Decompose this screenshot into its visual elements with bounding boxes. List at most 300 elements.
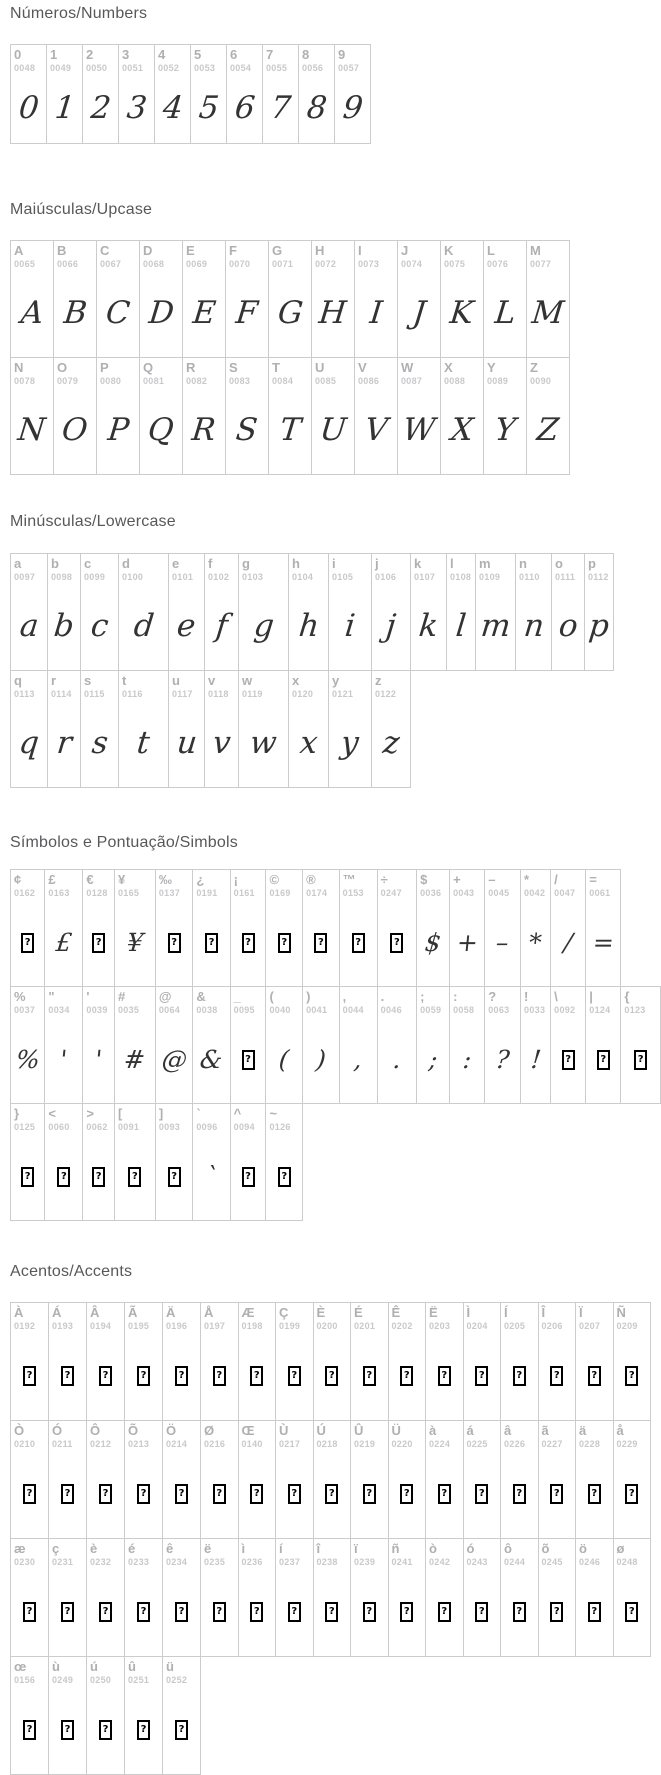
char-cell xyxy=(377,870,416,987)
char-label: ; xyxy=(420,989,425,1004)
char-code: 0198 xyxy=(241,1321,263,1331)
char-code: 0236 xyxy=(241,1557,263,1567)
char-label: I xyxy=(358,243,362,258)
missing-glyph-box: ? xyxy=(400,1484,413,1504)
char-label: ¥ xyxy=(117,872,126,887)
char-cell xyxy=(87,1303,125,1421)
char-code: 0228 xyxy=(579,1439,601,1449)
char-code: 0200 xyxy=(316,1321,338,1331)
char-label: c xyxy=(84,556,92,571)
char-code: 0193 xyxy=(52,1321,74,1331)
missing-glyph-box: ? xyxy=(175,1602,188,1622)
char-code: 0086 xyxy=(358,376,380,386)
char-label: B xyxy=(57,243,67,258)
char-label: 0 xyxy=(14,47,22,62)
char-code: 0070 xyxy=(229,259,251,269)
char-code: 0210 xyxy=(14,1439,36,1449)
char-label: Å xyxy=(204,1305,214,1320)
char-code: 0110 xyxy=(519,572,540,582)
char-code: 0065 xyxy=(14,259,36,269)
char-cell xyxy=(155,870,193,987)
char-glyph: 7 xyxy=(268,90,293,126)
char-label: ú xyxy=(90,1659,98,1674)
char-label: D xyxy=(143,243,153,258)
char-cell xyxy=(119,554,169,671)
char-code: 0248 xyxy=(616,1557,638,1567)
char-cell xyxy=(191,45,227,144)
char-cell xyxy=(303,987,340,1104)
char-glyph: t xyxy=(135,725,152,761)
charmap-table xyxy=(10,1302,651,1775)
char-cell xyxy=(269,358,312,475)
char-glyph: G xyxy=(275,295,305,331)
char-cell xyxy=(351,1421,389,1539)
char-cell xyxy=(538,1539,576,1657)
char-label: i xyxy=(332,556,336,571)
char-code: 0225 xyxy=(466,1439,488,1449)
char-code: 0075 xyxy=(444,259,466,269)
char-label: ^ xyxy=(233,1106,242,1121)
char-code: 0082 xyxy=(186,376,208,386)
missing-glyph-box: ? xyxy=(475,1484,488,1504)
char-label: Æ xyxy=(241,1305,255,1320)
char-cell xyxy=(463,1539,501,1657)
char-label: å xyxy=(616,1423,624,1438)
char-code: 0128 xyxy=(86,888,108,898)
char-cell xyxy=(289,671,329,788)
char-cell xyxy=(613,1539,651,1657)
char-label: / xyxy=(554,872,558,887)
char-glyph: X xyxy=(449,412,475,448)
char-cell xyxy=(476,554,516,671)
char-code: 0059 xyxy=(420,1005,442,1015)
missing-glyph-box: ? xyxy=(438,1484,451,1504)
missing-glyph-box: ? xyxy=(250,1602,263,1622)
char-cell xyxy=(119,671,169,788)
char-glyph: v xyxy=(210,725,233,761)
char-label: ¡ xyxy=(233,872,238,887)
char-code: 0209 xyxy=(616,1321,638,1331)
char-label: a xyxy=(14,556,22,571)
char-cell xyxy=(11,987,45,1104)
char-code: 0089 xyxy=(487,376,509,386)
section-title: Acentos/Accents xyxy=(10,1263,133,1280)
char-label: P xyxy=(100,360,109,375)
char-cell xyxy=(11,671,48,788)
missing-glyph-box: ? xyxy=(562,1050,575,1070)
missing-glyph-box: ? xyxy=(438,1602,451,1622)
char-code: 0112 xyxy=(588,572,609,582)
char-cell xyxy=(239,671,289,788)
char-code: 0100 xyxy=(122,572,144,582)
char-glyph: o xyxy=(556,608,580,644)
char-glyph: ( xyxy=(277,1045,291,1074)
missing-glyph-box: ? xyxy=(21,933,34,953)
missing-glyph-box: ? xyxy=(23,1602,36,1622)
missing-glyph-box: ? xyxy=(588,1484,601,1504)
char-label: Ò xyxy=(14,1423,25,1438)
char-label: Ä xyxy=(166,1305,176,1320)
char-glyph: h xyxy=(296,608,321,644)
char-code: 0161 xyxy=(233,888,255,898)
char-code: 0067 xyxy=(100,259,122,269)
missing-glyph-box: ? xyxy=(23,1484,36,1504)
char-label: S xyxy=(229,360,238,375)
missing-glyph-box: ? xyxy=(550,1484,563,1504)
char-label: 9 xyxy=(338,47,346,62)
char-code: 0084 xyxy=(272,376,294,386)
char-cell xyxy=(339,987,377,1104)
char-cell xyxy=(576,1539,614,1657)
missing-glyph-box: ? xyxy=(242,1050,255,1070)
char-cell xyxy=(83,987,115,1104)
char-cell xyxy=(155,1104,193,1221)
missing-glyph-box: ? xyxy=(213,1366,226,1386)
char-glyph: q xyxy=(17,725,41,761)
char-glyph: 2 xyxy=(88,90,113,126)
missing-glyph-box: ? xyxy=(288,1602,301,1622)
char-cell xyxy=(97,358,140,475)
char-label: à xyxy=(429,1423,437,1438)
char-label: À xyxy=(14,1305,24,1320)
missing-glyph-box: ? xyxy=(513,1602,526,1622)
char-code: 0080 xyxy=(100,376,122,386)
char-glyph: S xyxy=(234,412,260,448)
char-code: 0165 xyxy=(117,888,140,898)
char-cell xyxy=(87,1421,125,1539)
char-code: 0137 xyxy=(158,888,181,898)
char-glyph: 5 xyxy=(196,90,221,126)
charmap-row xyxy=(11,45,371,144)
missing-glyph-box: ? xyxy=(61,1720,74,1740)
char-cell xyxy=(276,1303,314,1421)
char-code: 0066 xyxy=(57,259,79,269)
char-label: e xyxy=(172,556,180,571)
char-label: & xyxy=(196,989,206,1004)
char-label: G xyxy=(272,243,283,258)
char-cell xyxy=(576,1421,614,1539)
char-code: 0109 xyxy=(479,572,501,582)
char-label: L xyxy=(487,243,495,258)
char-glyph: = xyxy=(591,928,616,957)
char-label: T xyxy=(272,360,280,375)
char-cell xyxy=(114,987,155,1104)
char-label: = xyxy=(589,872,597,887)
char-cell xyxy=(11,1657,49,1775)
missing-glyph-box: ? xyxy=(400,1366,413,1386)
char-code: 0096 xyxy=(196,1122,218,1132)
char-code: 0034 xyxy=(48,1005,70,1015)
char-label: O xyxy=(57,360,68,375)
char-cell xyxy=(163,1539,201,1657)
char-code: 0241 xyxy=(391,1557,413,1567)
missing-glyph-box: ? xyxy=(278,1167,291,1187)
missing-glyph-box: ? xyxy=(205,933,218,953)
char-label: 1 xyxy=(50,47,58,62)
char-cell xyxy=(45,987,83,1104)
missing-glyph-box: ? xyxy=(137,1720,150,1740)
char-cell xyxy=(447,554,476,671)
char-cell xyxy=(313,1421,351,1539)
char-label: Ê xyxy=(391,1305,401,1320)
missing-glyph-box: ? xyxy=(634,1050,647,1070)
char-label: Ì xyxy=(466,1305,471,1320)
char-glyph: ' xyxy=(58,1045,69,1074)
char-code: 0251 xyxy=(128,1675,150,1685)
char-code: 0169 xyxy=(269,888,291,898)
char-cell xyxy=(87,1539,125,1657)
char-label: Ô xyxy=(90,1423,101,1438)
char-code: 0038 xyxy=(196,1005,218,1015)
char-label: m xyxy=(479,556,491,571)
char-glyph: 9 xyxy=(340,90,365,126)
char-label: Ã xyxy=(128,1305,138,1320)
missing-glyph-box: ? xyxy=(363,1484,376,1504)
char-label: M xyxy=(530,243,541,258)
char-code: 0163 xyxy=(48,888,70,898)
char-label: $ xyxy=(420,872,428,887)
char-label: s xyxy=(84,673,92,688)
missing-glyph-box: ? xyxy=(314,933,327,953)
charmap-row xyxy=(11,1421,651,1539)
missing-glyph-box: ? xyxy=(588,1366,601,1386)
char-cell xyxy=(289,554,329,671)
char-cell xyxy=(205,554,239,671)
char-code: 0052 xyxy=(158,63,180,73)
char-code: 0051 xyxy=(122,63,144,73)
char-code: 0108 xyxy=(450,572,472,582)
char-label: R xyxy=(186,360,196,375)
char-code: 0243 xyxy=(466,1557,488,1567)
char-code: 0071 xyxy=(272,259,294,269)
char-code: 0074 xyxy=(401,259,423,269)
char-code: 0056 xyxy=(302,63,324,73)
char-code: 0219 xyxy=(354,1439,376,1449)
char-glyph: u xyxy=(174,725,199,761)
char-code: 0233 xyxy=(128,1557,150,1567)
char-glyph: + xyxy=(455,928,480,957)
char-cell xyxy=(193,1104,230,1221)
char-label: 3 xyxy=(122,47,130,62)
char-label: Ö xyxy=(166,1423,177,1438)
char-label: ÷ xyxy=(380,872,388,887)
char-code: 0191 xyxy=(196,888,218,898)
missing-glyph-box: ? xyxy=(137,1602,150,1622)
char-label: £ xyxy=(48,872,56,887)
char-label: Ñ xyxy=(616,1305,626,1320)
char-glyph: k xyxy=(417,608,440,644)
char-cell xyxy=(163,1657,201,1775)
char-label: b xyxy=(51,556,59,571)
char-label: 5 xyxy=(194,47,202,62)
missing-glyph-box: ? xyxy=(352,933,365,953)
missing-glyph-box: ? xyxy=(175,1484,188,1504)
char-label: © xyxy=(269,872,280,887)
char-code: 0196 xyxy=(166,1321,188,1331)
char-cell xyxy=(163,1421,201,1539)
char-cell xyxy=(269,241,312,358)
missing-glyph-box: ? xyxy=(99,1484,112,1504)
char-label: d xyxy=(122,556,130,571)
char-glyph: U xyxy=(318,412,349,448)
char-cell xyxy=(11,1303,49,1421)
char-label: œ xyxy=(14,1659,27,1674)
char-glyph: d xyxy=(131,608,156,644)
char-code: 0115 xyxy=(84,689,105,699)
char-glyph: * xyxy=(527,928,544,957)
missing-glyph-box: ? xyxy=(288,1366,301,1386)
char-code: 0249 xyxy=(52,1675,74,1685)
char-code: 0076 xyxy=(487,259,509,269)
missing-glyph-box: ? xyxy=(625,1602,638,1622)
char-label: æ xyxy=(14,1541,26,1556)
char-label: û xyxy=(128,1659,136,1674)
char-glyph: Z xyxy=(535,412,561,448)
char-cell xyxy=(426,1539,464,1657)
char-glyph: R xyxy=(190,412,218,448)
char-label: + xyxy=(453,872,461,887)
char-label: u xyxy=(172,673,180,688)
char-cell xyxy=(238,1303,276,1421)
char-code: 0046 xyxy=(380,1005,402,1015)
char-label: ! xyxy=(524,989,529,1004)
missing-glyph-box: ? xyxy=(175,1366,188,1386)
char-code: 0211 xyxy=(52,1439,73,1449)
charmap-row xyxy=(11,241,570,358)
char-code: 0250 xyxy=(90,1675,112,1685)
char-label: Z xyxy=(530,360,538,375)
char-code: 0107 xyxy=(414,572,436,582)
char-cell xyxy=(11,241,54,358)
char-code: 0238 xyxy=(316,1557,338,1567)
char-label: – xyxy=(488,872,496,887)
char-glyph: n xyxy=(521,608,546,644)
char-label: @ xyxy=(158,989,172,1004)
char-cell xyxy=(313,1303,351,1421)
char-glyph: E xyxy=(190,295,218,331)
char-label: ] xyxy=(158,1106,164,1121)
char-code: 0162 xyxy=(14,888,36,898)
char-code: 0192 xyxy=(14,1321,36,1331)
char-code: 0125 xyxy=(14,1122,36,1132)
char-label: p xyxy=(588,556,596,571)
char-code: 0206 xyxy=(541,1321,563,1331)
char-label: ê xyxy=(166,1541,174,1556)
char-label: î xyxy=(316,1541,321,1556)
char-code: 0061 xyxy=(589,888,611,898)
char-glyph: 1 xyxy=(52,90,77,126)
char-label: ~ xyxy=(269,1106,278,1121)
missing-glyph-box: ? xyxy=(438,1366,451,1386)
char-glyph: : xyxy=(461,1045,473,1074)
char-code: 0093 xyxy=(158,1122,181,1132)
char-cell xyxy=(441,358,484,475)
char-cell xyxy=(312,358,355,475)
char-cell xyxy=(119,45,155,144)
char-code: 0081 xyxy=(143,376,165,386)
char-code: 0092 xyxy=(554,1005,576,1015)
char-cell xyxy=(87,1657,125,1775)
char-label: ö xyxy=(579,1541,587,1556)
char-label: Ú xyxy=(316,1423,326,1438)
char-label: l xyxy=(450,556,454,571)
char-glyph: V xyxy=(362,412,390,448)
missing-glyph-box: ? xyxy=(250,1484,263,1504)
char-code: 0114 xyxy=(51,689,72,699)
char-cell xyxy=(47,45,83,144)
char-cell xyxy=(11,45,47,144)
char-glyph: l xyxy=(454,608,468,644)
char-label: # xyxy=(117,989,126,1004)
char-code: 0083 xyxy=(229,376,251,386)
char-cell xyxy=(230,870,266,987)
char-code: 0088 xyxy=(444,376,466,386)
section-title: Números/Numbers xyxy=(10,5,148,22)
char-code: 0035 xyxy=(117,1005,140,1015)
missing-glyph-box: ? xyxy=(61,1602,74,1622)
charmap-row xyxy=(11,1657,651,1775)
char-code: 0103 xyxy=(242,572,264,582)
char-label: < xyxy=(48,1106,56,1121)
char-label: J xyxy=(401,243,409,258)
char-code: 0226 xyxy=(504,1439,526,1449)
char-code: 0217 xyxy=(279,1439,301,1449)
char-code: 0199 xyxy=(279,1321,301,1331)
charmap-table xyxy=(10,553,614,788)
char-code: 0069 xyxy=(186,259,208,269)
char-label: f xyxy=(208,556,213,571)
char-code: 0058 xyxy=(453,1005,475,1015)
char-label: o xyxy=(555,556,563,571)
char-label: ¢ xyxy=(14,872,22,887)
char-label: x xyxy=(292,673,300,688)
char-glyph: w xyxy=(248,725,279,761)
char-cell xyxy=(312,241,355,358)
char-code: 0097 xyxy=(14,572,36,582)
char-label: v xyxy=(208,673,216,688)
char-glyph: / xyxy=(562,928,574,957)
char-glyph: r xyxy=(54,725,74,761)
char-code: 0213 xyxy=(128,1439,150,1449)
charmap-row xyxy=(11,870,661,987)
char-cell xyxy=(538,1303,576,1421)
charmap-row xyxy=(11,358,570,475)
char-label: ø xyxy=(616,1541,625,1556)
char-cell xyxy=(417,870,450,987)
char-label: é xyxy=(128,1541,136,1556)
char-cell xyxy=(169,671,205,788)
char-cell xyxy=(463,1421,501,1539)
char-code: 0202 xyxy=(391,1321,413,1331)
char-glyph: g xyxy=(251,608,276,644)
char-glyph: C xyxy=(104,295,132,331)
missing-glyph-box: ? xyxy=(128,1167,141,1187)
char-code: 0204 xyxy=(466,1321,488,1331)
char-code: 0231 xyxy=(52,1557,74,1567)
char-cell xyxy=(11,1104,45,1221)
char-label: " xyxy=(48,989,55,1004)
char-cell xyxy=(49,1657,87,1775)
char-label: € xyxy=(86,872,94,887)
char-label: 6 xyxy=(230,47,238,62)
char-code: 0033 xyxy=(524,1005,546,1015)
char-cell xyxy=(303,870,340,987)
char-label: ù xyxy=(52,1659,60,1674)
char-cell xyxy=(538,1421,576,1539)
char-label: n xyxy=(519,556,527,571)
char-cell xyxy=(114,1104,155,1221)
char-cell xyxy=(239,554,289,671)
